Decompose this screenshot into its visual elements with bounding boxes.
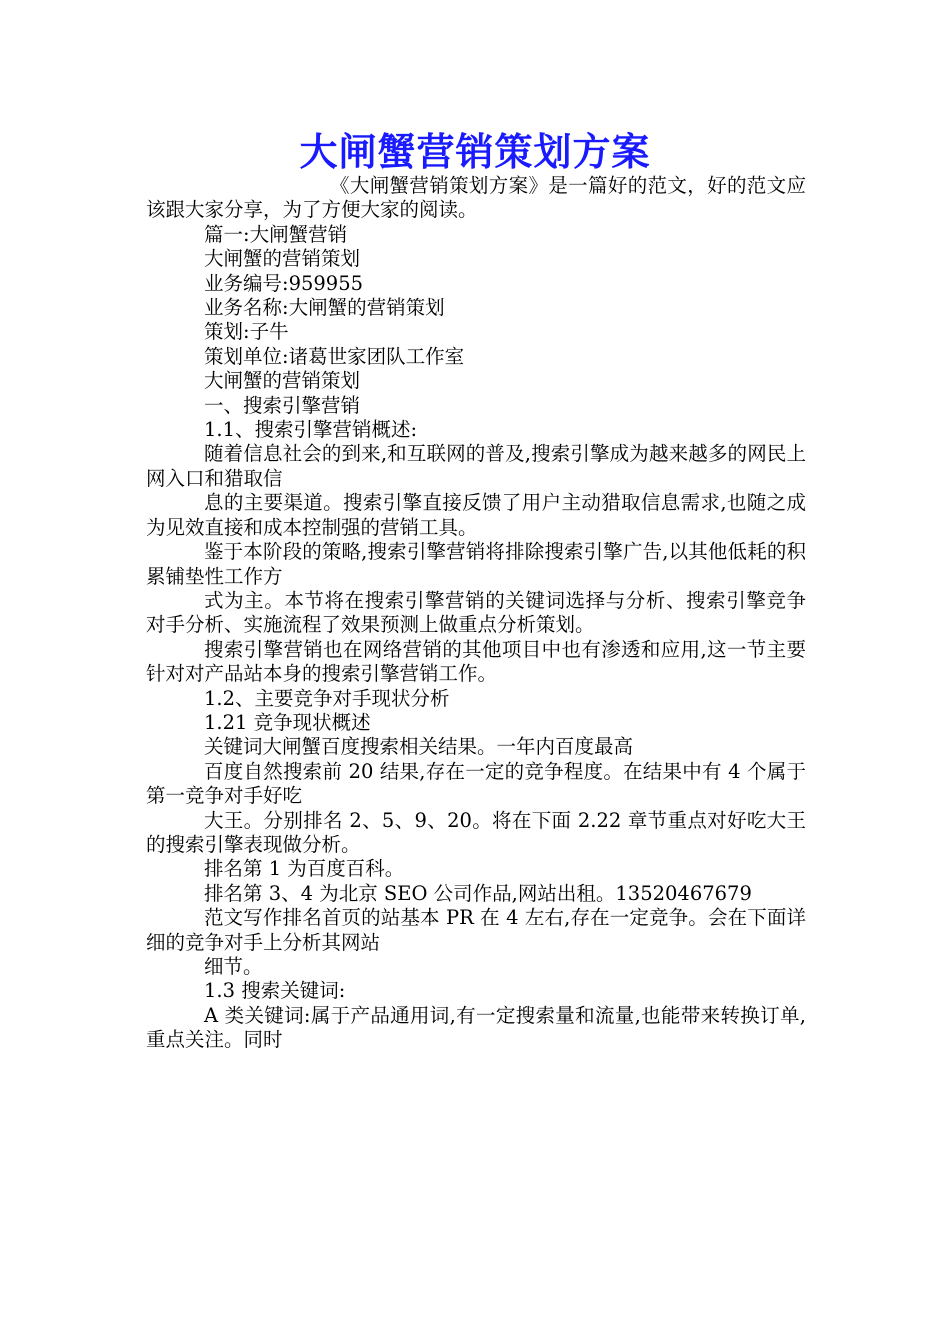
paragraph: 式为主。本节将在搜索引擎营销的关键词选择与分析、搜索引擎竞争对手分析、实施流程了效果预测上做重点分析策划。	[146, 588, 806, 637]
paragraph: 业务编号:959955	[204, 271, 364, 295]
paragraph: 搜索引擎营销也在网络营销的其他项目中也有渗透和应用,这一节主要针对对产品站本身的搜索引擎营销工作。	[146, 637, 806, 686]
paragraph: 息的主要渠道。搜索引擎直接反馈了用户主动猎取信息需求,也随之成为见效直接和成本控制强的营销工具。	[146, 491, 806, 539]
paragraph: 百度自然搜索前 20 结果,存在一定的竞争程度。在结果中有 4 个属于第一竞争对手好吃	[146, 759, 806, 808]
paragraph: 大闸蟹的营销策划	[204, 369, 361, 393]
paragraph: 1.21 竞争现状概述	[204, 710, 371, 734]
paragraph: 一、搜索引擎营销	[204, 393, 361, 417]
paragraph: 篇一:大闸蟹营销	[204, 222, 348, 246]
paragraph: 关键词大闸蟹百度搜索相关结果。一年内百度最高	[204, 735, 634, 759]
paragraph: 策划:子牛	[204, 320, 289, 344]
paragraph: 鉴于本阶段的策略,搜索引擎营销将排除搜索引擎广告,以其他低耗的积累铺垫性工作方	[146, 540, 806, 588]
paragraph: 策划单位:诸葛世家团队工作室	[204, 344, 465, 368]
paragraph: 排名第 1 为百度百科。	[204, 857, 405, 881]
paragraph: 细节。	[204, 955, 263, 978]
paragraph: 1.1、搜索引擎营销概述:	[204, 418, 418, 442]
document-title: 大闸蟹营销策划方案	[299, 129, 651, 174]
paragraph: A 类关键词:属于产品通用词,有一定搜索量和流量,也能带来转换订单,重点关注。同时	[146, 1003, 806, 1052]
paragraph: 范文写作排名首页的站基本 PR 在 4 左右,存在一定竞争。会在下面详细的竞争对手上分析其网站	[146, 906, 806, 954]
paragraph: 《大闸蟹营销策划方案》是一篇好的范文，好的范文应该跟大家分享，为了方便大家的阅读。	[146, 174, 806, 222]
document-body	[146, 174, 806, 1053]
paragraph: 大闸蟹的营销策划	[204, 247, 361, 271]
paragraph: 大王。分别排名 2、5、9、20。将在下面 2.22 章节重点对好吃大王的搜索引擎表现做分析。	[146, 808, 806, 856]
paragraph: 1.2、主要竞争对手现状分析	[204, 686, 450, 710]
paragraph: 1.3 搜索关键词:	[204, 979, 346, 1003]
paragraph: 业务名称:大闸蟹的营销策划	[204, 296, 445, 320]
paragraph: 排名第 3、4 为北京 SEO 公司作品,网站出租。13520467679	[204, 881, 752, 905]
paragraph: 随着信息社会的到来,和互联网的普及,搜索引擎成为越来越多的网民上网入口和猎取信	[146, 442, 806, 490]
